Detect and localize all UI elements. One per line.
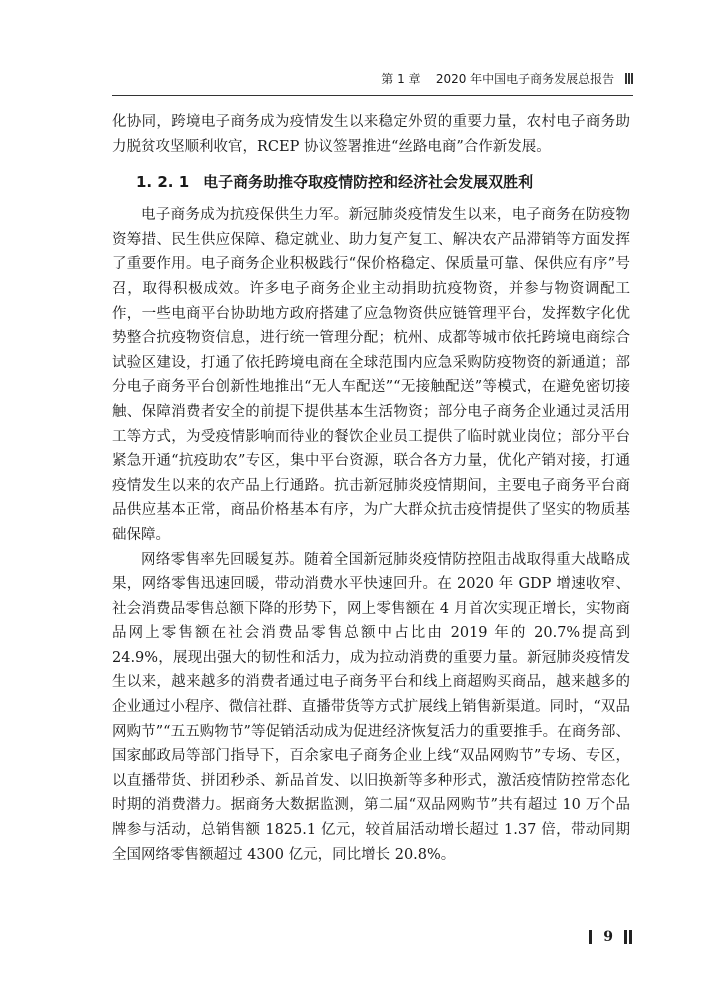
paragraph-anti-epidemic: 电子商务成为抗疫保供生力军。新冠肺炎疫情发生以来，电子商务在防疫物资筹措、民生供应保障、稳定就业、助力复产复工、解决农产品滞销等方面发挥了重要作用。电子商务企业积极践行“保价格稳定、保质量可靠、保供应有序”号召，取得积极成效。许多电子商务企业主动捐助抗疫物资，并参与物资调配工作，一些电商平台协助地方政府搭建了应急物资供应链管理平台，发挥数字化优势整合抗疫物资信息，进行统一管理分配；杭州、成都等城市依托跨境电商综合试验区建设，打通了依托跨境电商在全球范围内应急采购防疫物资的新通道；部分电子商务平台创新性地推出“无人车配送”“无接触配送”等模式，在避免密切接触、保障消费者安全的前提下提供基本生活物资；部分电子商务企业通过灵活用工等方式，为受疫情影响而待业的餐饮企业员工提供了临时就业岗位；部分平台紧急开通“抗疫助农”专区，集中平台资源，联合各方力量，优化产销对接，打通疫情发生以来的农产品上行通路。抗击新冠肺炎疫情期间，主要电子商务平台商品供应基本正常，商品价格基本有序，为广大群众抗击疫情提供了坚实的物质基础保障。	[112, 207, 630, 543]
footer-bar-right-2	[629, 930, 632, 944]
paragraph-continuation: 化协同，跨境电子商务成为疫情发生以来稳定外贸的重要力量，农村电子商务助力脱贫攻坚顺利收官，RCEP 协议签署推进“丝路电商”合作新发展。	[112, 114, 630, 155]
header-chapter: 第 1 章	[381, 72, 421, 86]
footer-bar-left	[589, 930, 592, 944]
paragraph-online-retail: 网络零售率先回暖复苏。随着全国新冠肺炎疫情防控阻击战取得重大战略成果，网络零售迅速回暖，带动消费水平快速回升。在 2020 年 GDP 增速收窄、社会消费品零售总额下降的形势下，网上零售额在 4 月首次实现正增长，实物商品网上零售额在社会消费品零售总额中占比由 2019 年的 20.7%提高到 24.9%，展现出强大的韧性和活力，成为拉动消费的重要力量。新冠肺炎疫情发生以来，越来越多的消费者通过电子商务平台和线上商超购买商品，越来越多的企业通过小程序、微信社群、直播带货等方式扩展线上销售新渠道。同时，“双品网购节”“五五购物节”等促销活动成为促进经济恢复活力的重要推手。在商务部、国家邮政局等部门指导下，百余家电子商务企业上线“双品网购节”专场、专区，以直播带货、拼团秒杀、新品首发、以旧换新等多种形式，激活疫情防控常态化时期的消费潜力。据商务大数据监测，第二届“双品网购节”共有超过 10 万个品牌参与活动，总销售额 1825.1 亿元，较首届活动增长超过 1.37 倍，带动同期全国网络零售额超过 4300 亿元，同比增长 20.8%。	[112, 551, 630, 863]
page-number: 9	[603, 929, 613, 945]
header-title: 2020 年中国电子商务发展总报告	[435, 72, 615, 86]
section-number: 1. 2. 1	[136, 173, 190, 192]
header-bars-ornament	[624, 69, 633, 89]
section-heading	[112, 170, 630, 194]
footer-bar-right-1	[624, 930, 627, 944]
running-header	[112, 69, 633, 96]
page-footer	[588, 925, 633, 949]
page-body	[112, 110, 630, 867]
section-title: 电子商务助推夺取疫情防控和经济社会发展双胜利	[203, 173, 534, 192]
